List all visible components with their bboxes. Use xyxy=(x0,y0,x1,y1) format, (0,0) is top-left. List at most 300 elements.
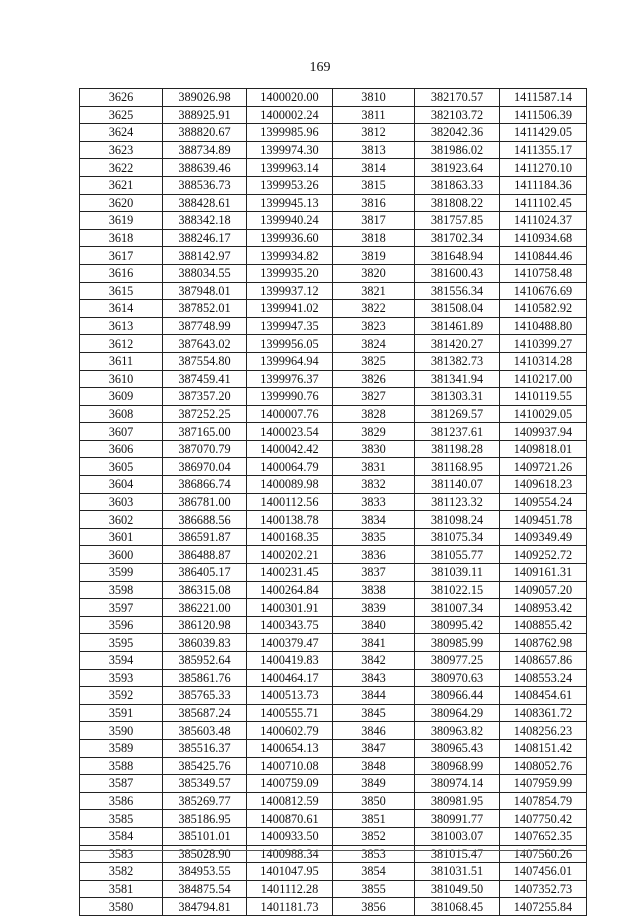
table-cell-x-coordinate-b: 382170.57 xyxy=(415,89,500,107)
table-cell-y-coordinate-b: 1407352.73 xyxy=(500,880,587,898)
table-cell-x-coordinate-b: 381702.34 xyxy=(415,229,500,247)
table-cell-y-coordinate-a: 1401047.95 xyxy=(247,863,333,881)
table-cell-point-number-b: 3844 xyxy=(333,687,415,705)
table-cell-y-coordinate-a: 1400231.45 xyxy=(247,564,333,582)
table-cell-point-number-a: 3599 xyxy=(80,564,163,582)
table-cell-x-coordinate-a: 385186.95 xyxy=(163,810,247,828)
table-cell-point-number-b: 3845 xyxy=(333,704,415,722)
table-cell-point-number-b: 3830 xyxy=(333,440,415,458)
table-row xyxy=(80,634,587,652)
table-row xyxy=(80,264,587,282)
table-cell-point-number-b: 3815 xyxy=(333,176,415,194)
table-cell-point-number-a: 3582 xyxy=(80,863,163,881)
table-cell-point-number-b: 3818 xyxy=(333,229,415,247)
table-cell-x-coordinate-a: 384953.55 xyxy=(163,863,247,881)
table-cell-x-coordinate-b: 381039.11 xyxy=(415,564,500,582)
table-row xyxy=(80,704,587,722)
table-row xyxy=(80,176,587,194)
table-row xyxy=(80,810,587,828)
table-cell-y-coordinate-a: 1400870.61 xyxy=(247,810,333,828)
table-cell-x-coordinate-b: 381420.27 xyxy=(415,335,500,353)
table-cell-x-coordinate-a: 385028.90 xyxy=(163,845,247,863)
table-cell-x-coordinate-a: 385349.57 xyxy=(163,775,247,793)
table-row xyxy=(80,845,587,863)
table-cell-x-coordinate-b: 381341.94 xyxy=(415,370,500,388)
table-cell-y-coordinate-a: 1400555.71 xyxy=(247,704,333,722)
table-row xyxy=(80,300,587,318)
table-cell-y-coordinate-b: 1409937.94 xyxy=(500,423,587,441)
table-cell-point-number-a: 3590 xyxy=(80,722,163,740)
table-cell-y-coordinate-b: 1408762.98 xyxy=(500,634,587,652)
table-cell-x-coordinate-b: 380974.14 xyxy=(415,775,500,793)
table-cell-y-coordinate-a: 1399990.76 xyxy=(247,388,333,406)
table-row xyxy=(80,141,587,159)
table-cell-y-coordinate-a: 1400343.75 xyxy=(247,616,333,634)
table-cell-point-number-b: 3826 xyxy=(333,370,415,388)
table-cell-x-coordinate-a: 388428.61 xyxy=(163,194,247,212)
table-cell-y-coordinate-b: 1410314.28 xyxy=(500,352,587,370)
table-cell-x-coordinate-b: 380981.95 xyxy=(415,792,500,810)
table-row xyxy=(80,282,587,300)
table-cell-y-coordinate-b: 1409161.31 xyxy=(500,564,587,582)
table-cell-y-coordinate-a: 1400379.47 xyxy=(247,634,333,652)
table-cell-x-coordinate-b: 380995.42 xyxy=(415,616,500,634)
table-cell-x-coordinate-a: 387852.01 xyxy=(163,300,247,318)
table-cell-y-coordinate-a: 1399936.60 xyxy=(247,229,333,247)
table-cell-x-coordinate-a: 385516.37 xyxy=(163,739,247,757)
table-cell-point-number-a: 3601 xyxy=(80,528,163,546)
table-cell-x-coordinate-a: 385603.48 xyxy=(163,722,247,740)
table-cell-x-coordinate-a: 388142.97 xyxy=(163,247,247,265)
table-cell-point-number-b: 3832 xyxy=(333,476,415,494)
table-cell-point-number-b: 3829 xyxy=(333,423,415,441)
table-cell-x-coordinate-b: 380991.77 xyxy=(415,810,500,828)
table-cell-x-coordinate-b: 381022.15 xyxy=(415,581,500,599)
table-cell-point-number-b: 3852 xyxy=(333,827,415,845)
table-cell-x-coordinate-b: 381382.73 xyxy=(415,352,500,370)
page-number: 169 xyxy=(309,60,331,75)
table-cell-point-number-b: 3839 xyxy=(333,599,415,617)
table-cell-x-coordinate-a: 389026.98 xyxy=(163,89,247,107)
table-cell-x-coordinate-a: 386970.04 xyxy=(163,458,247,476)
table-cell-x-coordinate-b: 381198.28 xyxy=(415,440,500,458)
table-cell-x-coordinate-b: 381986.02 xyxy=(415,141,500,159)
table-cell-point-number-b: 3831 xyxy=(333,458,415,476)
table-cell-y-coordinate-a: 1400513.73 xyxy=(247,687,333,705)
table-cell-y-coordinate-a: 1399976.37 xyxy=(247,370,333,388)
table-row xyxy=(80,528,587,546)
table-cell-y-coordinate-b: 1410934.68 xyxy=(500,229,587,247)
table-cell-y-coordinate-b: 1410119.55 xyxy=(500,388,587,406)
table-cell-point-number-a: 3614 xyxy=(80,300,163,318)
table-cell-point-number-a: 3594 xyxy=(80,652,163,670)
table-cell-x-coordinate-b: 382042.36 xyxy=(415,124,500,142)
table-cell-x-coordinate-a: 386315.08 xyxy=(163,581,247,599)
table-cell-y-coordinate-b: 1411270.10 xyxy=(500,159,587,177)
table-cell-x-coordinate-a: 385269.77 xyxy=(163,792,247,810)
table-cell-y-coordinate-b: 1411506.39 xyxy=(500,106,587,124)
table-cell-point-number-a: 3592 xyxy=(80,687,163,705)
table-cell-y-coordinate-b: 1408151.42 xyxy=(500,739,587,757)
table-row xyxy=(80,511,587,529)
table-cell-point-number-b: 3824 xyxy=(333,335,415,353)
table-cell-point-number-b: 3855 xyxy=(333,880,415,898)
table-cell-x-coordinate-b: 381031.51 xyxy=(415,863,500,881)
table-cell-point-number-b: 3848 xyxy=(333,757,415,775)
table-cell-point-number-a: 3602 xyxy=(80,511,163,529)
table-cell-point-number-b: 3846 xyxy=(333,722,415,740)
table-cell-point-number-b: 3825 xyxy=(333,352,415,370)
table-cell-x-coordinate-b: 381923.64 xyxy=(415,159,500,177)
table-cell-point-number-b: 3841 xyxy=(333,634,415,652)
table-cell-point-number-b: 3823 xyxy=(333,317,415,335)
table-cell-y-coordinate-b: 1410676.69 xyxy=(500,282,587,300)
table-cell-point-number-a: 3581 xyxy=(80,880,163,898)
table-cell-point-number-a: 3597 xyxy=(80,599,163,617)
table-cell-y-coordinate-a: 1401112.28 xyxy=(247,880,333,898)
table-cell-x-coordinate-a: 388639.46 xyxy=(163,159,247,177)
table-row xyxy=(80,493,587,511)
table-cell-point-number-b: 3833 xyxy=(333,493,415,511)
table-row xyxy=(80,652,587,670)
table-row xyxy=(80,106,587,124)
table-cell-point-number-a: 3589 xyxy=(80,739,163,757)
table-cell-y-coordinate-a: 1400812.59 xyxy=(247,792,333,810)
table-cell-x-coordinate-b: 381098.24 xyxy=(415,511,500,529)
table-row xyxy=(80,898,587,916)
table-cell-y-coordinate-a: 1400464.17 xyxy=(247,669,333,687)
table-row xyxy=(80,212,587,230)
table-cell-point-number-a: 3596 xyxy=(80,616,163,634)
table-row xyxy=(80,89,587,107)
table-cell-point-number-a: 3624 xyxy=(80,124,163,142)
table-cell-x-coordinate-a: 388734.89 xyxy=(163,141,247,159)
table-cell-y-coordinate-b: 1408052.76 xyxy=(500,757,587,775)
table-cell-point-number-a: 3580 xyxy=(80,898,163,916)
table-row xyxy=(80,739,587,757)
table-cell-point-number-a: 3607 xyxy=(80,423,163,441)
table-cell-x-coordinate-b: 380963.82 xyxy=(415,722,500,740)
table-row xyxy=(80,546,587,564)
table-cell-point-number-a: 3626 xyxy=(80,89,163,107)
table-cell-x-coordinate-a: 386120.98 xyxy=(163,616,247,634)
table-cell-x-coordinate-b: 380964.29 xyxy=(415,704,500,722)
table-cell-point-number-b: 3849 xyxy=(333,775,415,793)
table-row xyxy=(80,880,587,898)
table-cell-point-number-b: 3834 xyxy=(333,511,415,529)
table-cell-y-coordinate-a: 1400419.83 xyxy=(247,652,333,670)
table-cell-y-coordinate-a: 1400654.13 xyxy=(247,739,333,757)
table-cell-y-coordinate-a: 1400301.91 xyxy=(247,599,333,617)
table-row xyxy=(80,722,587,740)
table-row xyxy=(80,564,587,582)
table-cell-y-coordinate-a: 1400064.79 xyxy=(247,458,333,476)
table-cell-x-coordinate-a: 384875.54 xyxy=(163,880,247,898)
table-cell-point-number-a: 3615 xyxy=(80,282,163,300)
table-cell-x-coordinate-b: 381600.43 xyxy=(415,264,500,282)
table-cell-point-number-a: 3612 xyxy=(80,335,163,353)
table-cell-x-coordinate-a: 388246.17 xyxy=(163,229,247,247)
table-cell-x-coordinate-a: 386591.87 xyxy=(163,528,247,546)
table-cell-point-number-b: 3851 xyxy=(333,810,415,828)
table-cell-y-coordinate-a: 1399953.26 xyxy=(247,176,333,194)
table-cell-y-coordinate-b: 1409818.01 xyxy=(500,440,587,458)
table-cell-x-coordinate-a: 387165.00 xyxy=(163,423,247,441)
table-cell-point-number-b: 3854 xyxy=(333,863,415,881)
table-cell-y-coordinate-a: 1400138.78 xyxy=(247,511,333,529)
table-cell-point-number-b: 3842 xyxy=(333,652,415,670)
table-cell-x-coordinate-a: 387554.80 xyxy=(163,352,247,370)
table-row xyxy=(80,247,587,265)
table-row xyxy=(80,616,587,634)
table-cell-y-coordinate-b: 1411355.17 xyxy=(500,141,587,159)
table-cell-point-number-b: 3838 xyxy=(333,581,415,599)
table-row xyxy=(80,370,587,388)
table-cell-x-coordinate-b: 381863.33 xyxy=(415,176,500,194)
table-cell-x-coordinate-a: 387948.01 xyxy=(163,282,247,300)
table-cell-y-coordinate-b: 1409349.49 xyxy=(500,528,587,546)
table-cell-point-number-a: 3583 xyxy=(80,845,163,863)
table-cell-y-coordinate-b: 1411102.45 xyxy=(500,194,587,212)
table-cell-x-coordinate-b: 382103.72 xyxy=(415,106,500,124)
table-cell-y-coordinate-b: 1411587.14 xyxy=(500,89,587,107)
table-row xyxy=(80,229,587,247)
table-cell-x-coordinate-b: 381003.07 xyxy=(415,827,500,845)
coordinates-table-body xyxy=(80,89,587,916)
table-cell-y-coordinate-b: 1411429.05 xyxy=(500,124,587,142)
table-row xyxy=(80,458,587,476)
table-cell-y-coordinate-a: 1400168.35 xyxy=(247,528,333,546)
table-cell-x-coordinate-a: 386221.00 xyxy=(163,599,247,617)
table-cell-point-number-b: 3837 xyxy=(333,564,415,582)
table-cell-point-number-a: 3609 xyxy=(80,388,163,406)
table-cell-x-coordinate-a: 386688.56 xyxy=(163,511,247,529)
table-cell-point-number-b: 3814 xyxy=(333,159,415,177)
table-cell-x-coordinate-b: 380966.44 xyxy=(415,687,500,705)
table-cell-x-coordinate-a: 385425.76 xyxy=(163,757,247,775)
table-cell-y-coordinate-a: 1399974.30 xyxy=(247,141,333,159)
table-cell-x-coordinate-b: 380970.63 xyxy=(415,669,500,687)
table-cell-x-coordinate-a: 386039.83 xyxy=(163,634,247,652)
table-cell-x-coordinate-a: 387252.25 xyxy=(163,405,247,423)
table-row xyxy=(80,827,587,845)
table-cell-y-coordinate-a: 1400710.08 xyxy=(247,757,333,775)
table-cell-point-number-a: 3621 xyxy=(80,176,163,194)
table-row xyxy=(80,476,587,494)
table-cell-point-number-a: 3593 xyxy=(80,669,163,687)
table-cell-y-coordinate-b: 1410582.92 xyxy=(500,300,587,318)
table-cell-x-coordinate-b: 381015.47 xyxy=(415,845,500,863)
table-cell-y-coordinate-b: 1407255.84 xyxy=(500,898,587,916)
table-cell-point-number-b: 3819 xyxy=(333,247,415,265)
table-cell-y-coordinate-a: 1399947.35 xyxy=(247,317,333,335)
table-cell-y-coordinate-b: 1408553.24 xyxy=(500,669,587,687)
table-cell-x-coordinate-b: 381049.50 xyxy=(415,880,500,898)
table-cell-x-coordinate-a: 388536.73 xyxy=(163,176,247,194)
table-cell-point-number-b: 3810 xyxy=(333,89,415,107)
table-cell-x-coordinate-a: 387070.79 xyxy=(163,440,247,458)
table-cell-y-coordinate-b: 1408256.23 xyxy=(500,722,587,740)
table-row xyxy=(80,775,587,793)
table-cell-x-coordinate-a: 387748.99 xyxy=(163,317,247,335)
table-cell-y-coordinate-a: 1400933.50 xyxy=(247,827,333,845)
table-cell-y-coordinate-a: 1399934.82 xyxy=(247,247,333,265)
table-cell-x-coordinate-b: 381237.61 xyxy=(415,423,500,441)
table-cell-x-coordinate-b: 381269.57 xyxy=(415,405,500,423)
table-cell-point-number-b: 3847 xyxy=(333,739,415,757)
table-cell-point-number-b: 3835 xyxy=(333,528,415,546)
table-cell-y-coordinate-b: 1407854.79 xyxy=(500,792,587,810)
table-cell-x-coordinate-b: 381461.89 xyxy=(415,317,500,335)
bottom-rule xyxy=(80,850,586,851)
table-cell-y-coordinate-a: 1400023.54 xyxy=(247,423,333,441)
table-cell-point-number-a: 3610 xyxy=(80,370,163,388)
table-cell-x-coordinate-b: 381140.07 xyxy=(415,476,500,494)
table-cell-y-coordinate-b: 1411024.37 xyxy=(500,212,587,230)
table-cell-x-coordinate-a: 385101.01 xyxy=(163,827,247,845)
table-cell-y-coordinate-b: 1408454.61 xyxy=(500,687,587,705)
table-cell-point-number-b: 3850 xyxy=(333,792,415,810)
table-cell-y-coordinate-a: 1400202.21 xyxy=(247,546,333,564)
table-cell-y-coordinate-a: 1399941.02 xyxy=(247,300,333,318)
table-cell-x-coordinate-b: 381508.04 xyxy=(415,300,500,318)
table-cell-y-coordinate-b: 1410488.80 xyxy=(500,317,587,335)
table-cell-point-number-a: 3613 xyxy=(80,317,163,335)
table-cell-point-number-b: 3813 xyxy=(333,141,415,159)
table-cell-point-number-b: 3820 xyxy=(333,264,415,282)
table-cell-y-coordinate-b: 1407652.35 xyxy=(500,827,587,845)
table-row xyxy=(80,159,587,177)
table-cell-point-number-a: 3600 xyxy=(80,546,163,564)
table-cell-y-coordinate-a: 1399964.94 xyxy=(247,352,333,370)
table-cell-point-number-b: 3812 xyxy=(333,124,415,142)
table-cell-point-number-a: 3625 xyxy=(80,106,163,124)
table-cell-y-coordinate-a: 1401181.73 xyxy=(247,898,333,916)
table-cell-point-number-b: 3816 xyxy=(333,194,415,212)
table-cell-x-coordinate-a: 388820.67 xyxy=(163,124,247,142)
table-cell-point-number-b: 3843 xyxy=(333,669,415,687)
table-cell-x-coordinate-a: 385765.33 xyxy=(163,687,247,705)
table-cell-x-coordinate-b: 381168.95 xyxy=(415,458,500,476)
table-cell-y-coordinate-a: 1399945.13 xyxy=(247,194,333,212)
table-cell-point-number-a: 3623 xyxy=(80,141,163,159)
table-cell-y-coordinate-a: 1400112.56 xyxy=(247,493,333,511)
table-cell-x-coordinate-b: 381123.32 xyxy=(415,493,500,511)
table-cell-y-coordinate-b: 1409057.20 xyxy=(500,581,587,599)
table-cell-x-coordinate-b: 381007.34 xyxy=(415,599,500,617)
table-cell-point-number-a: 3605 xyxy=(80,458,163,476)
table-cell-point-number-a: 3598 xyxy=(80,581,163,599)
table-row xyxy=(80,194,587,212)
table-cell-point-number-a: 3587 xyxy=(80,775,163,793)
table-cell-y-coordinate-b: 1409721.26 xyxy=(500,458,587,476)
table-cell-x-coordinate-a: 386866.74 xyxy=(163,476,247,494)
table-cell-x-coordinate-a: 386405.17 xyxy=(163,564,247,582)
table-cell-x-coordinate-b: 380977.25 xyxy=(415,652,500,670)
table-cell-y-coordinate-b: 1408855.42 xyxy=(500,616,587,634)
table-cell-y-coordinate-a: 1400759.09 xyxy=(247,775,333,793)
table-row xyxy=(80,352,587,370)
table-cell-x-coordinate-b: 381068.45 xyxy=(415,898,500,916)
table-row xyxy=(80,317,587,335)
table-cell-y-coordinate-b: 1407456.01 xyxy=(500,863,587,881)
table-cell-y-coordinate-b: 1407560.26 xyxy=(500,845,587,863)
table-cell-point-number-a: 3588 xyxy=(80,757,163,775)
table-cell-x-coordinate-a: 388342.18 xyxy=(163,212,247,230)
table-row xyxy=(80,440,587,458)
table-cell-point-number-b: 3856 xyxy=(333,898,415,916)
table-cell-y-coordinate-a: 1399985.96 xyxy=(247,124,333,142)
table-row xyxy=(80,687,587,705)
table-cell-x-coordinate-b: 381808.22 xyxy=(415,194,500,212)
table-cell-point-number-a: 3595 xyxy=(80,634,163,652)
table-cell-point-number-a: 3585 xyxy=(80,810,163,828)
table-cell-y-coordinate-b: 1411184.36 xyxy=(500,176,587,194)
table-cell-x-coordinate-a: 386488.87 xyxy=(163,546,247,564)
table-cell-point-number-b: 3836 xyxy=(333,546,415,564)
table-cell-y-coordinate-a: 1399956.05 xyxy=(247,335,333,353)
table-cell-y-coordinate-a: 1400602.79 xyxy=(247,722,333,740)
table-cell-y-coordinate-b: 1407750.42 xyxy=(500,810,587,828)
table-cell-point-number-b: 3853 xyxy=(333,845,415,863)
table-cell-y-coordinate-a: 1400988.34 xyxy=(247,845,333,863)
table-cell-y-coordinate-a: 1399940.24 xyxy=(247,212,333,230)
coordinates-table xyxy=(79,88,587,916)
table-cell-point-number-a: 3586 xyxy=(80,792,163,810)
table-cell-point-number-a: 3617 xyxy=(80,247,163,265)
table-cell-y-coordinate-b: 1408361.72 xyxy=(500,704,587,722)
table-cell-y-coordinate-b: 1409451.78 xyxy=(500,511,587,529)
table-cell-point-number-b: 3811 xyxy=(333,106,415,124)
table-cell-point-number-a: 3584 xyxy=(80,827,163,845)
table-cell-y-coordinate-a: 1400007.76 xyxy=(247,405,333,423)
table-cell-y-coordinate-a: 1399963.14 xyxy=(247,159,333,177)
table-cell-point-number-a: 3604 xyxy=(80,476,163,494)
table-row xyxy=(80,335,587,353)
table-row xyxy=(80,124,587,142)
table-cell-point-number-a: 3616 xyxy=(80,264,163,282)
table-cell-x-coordinate-b: 380965.43 xyxy=(415,739,500,757)
table-cell-x-coordinate-b: 381055.77 xyxy=(415,546,500,564)
table-row xyxy=(80,599,587,617)
table-cell-y-coordinate-b: 1410399.27 xyxy=(500,335,587,353)
table-cell-point-number-a: 3591 xyxy=(80,704,163,722)
table-cell-y-coordinate-a: 1400264.84 xyxy=(247,581,333,599)
table-cell-x-coordinate-b: 381648.94 xyxy=(415,247,500,265)
table-cell-point-number-b: 3840 xyxy=(333,616,415,634)
table-row xyxy=(80,863,587,881)
table-cell-point-number-a: 3603 xyxy=(80,493,163,511)
table-cell-y-coordinate-b: 1409252.72 xyxy=(500,546,587,564)
table-cell-y-coordinate-a: 1399935.20 xyxy=(247,264,333,282)
table-cell-x-coordinate-b: 381757.85 xyxy=(415,212,500,230)
table-cell-point-number-b: 3827 xyxy=(333,388,415,406)
table-cell-x-coordinate-a: 385861.76 xyxy=(163,669,247,687)
table-cell-y-coordinate-b: 1407959.99 xyxy=(500,775,587,793)
table-row xyxy=(80,792,587,810)
table-cell-point-number-a: 3606 xyxy=(80,440,163,458)
table-cell-y-coordinate-b: 1408657.86 xyxy=(500,652,587,670)
table-cell-y-coordinate-a: 1400089.98 xyxy=(247,476,333,494)
table-row xyxy=(80,669,587,687)
table-cell-y-coordinate-b: 1410029.05 xyxy=(500,405,587,423)
table-cell-y-coordinate-a: 1400042.42 xyxy=(247,440,333,458)
table-row xyxy=(80,405,587,423)
table-cell-point-number-b: 3822 xyxy=(333,300,415,318)
table-cell-x-coordinate-a: 385687.24 xyxy=(163,704,247,722)
table-cell-x-coordinate-a: 384794.81 xyxy=(163,898,247,916)
table-cell-point-number-b: 3821 xyxy=(333,282,415,300)
